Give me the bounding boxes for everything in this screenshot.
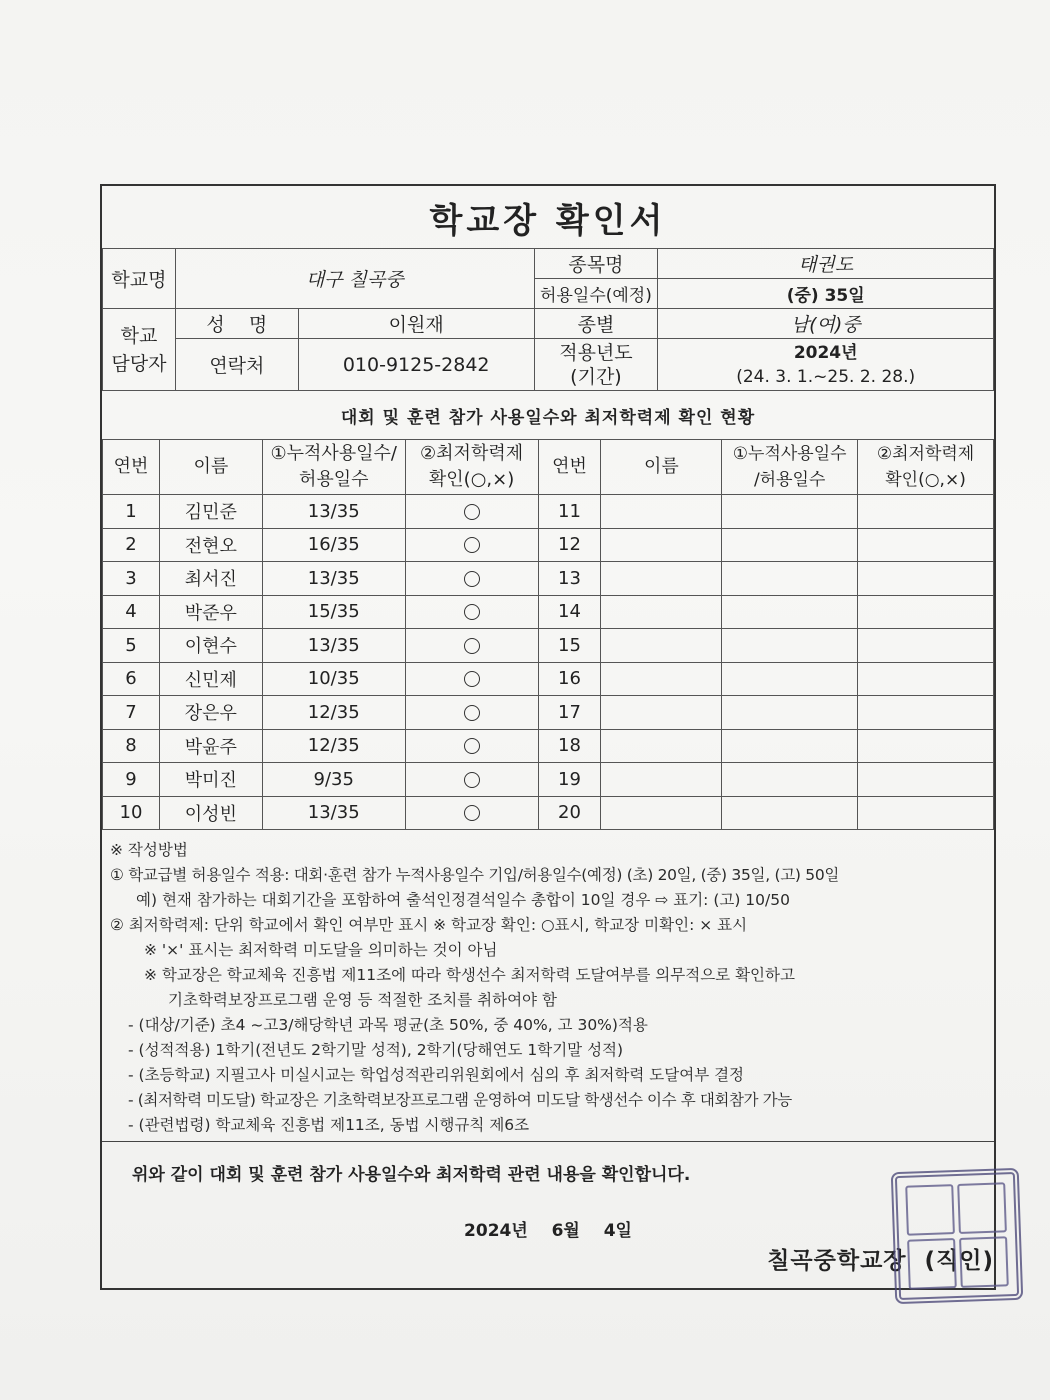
- principal-signature: 칠곡중학교장 (직인): [767, 1248, 994, 1274]
- note-line: 예) 현재 참가하는 대회기간을 포함하여 출석인정결석일수 총합이 10일 경우 ⇨ 표기: (고) 10/50: [136, 891, 790, 909]
- instructions: [102, 834, 994, 1138]
- header-name: 이름: [159, 440, 262, 495]
- row-name: 장은우: [159, 696, 262, 730]
- row-check: [405, 595, 538, 629]
- row-check: [405, 662, 538, 696]
- certificate-frame: [100, 184, 996, 1290]
- row-name: 전현오: [159, 528, 262, 562]
- row-no: 6: [103, 662, 160, 696]
- row-name-2: [601, 796, 722, 830]
- row-check: [405, 495, 538, 529]
- note-line: ※ '×' 표시는 최저학력 미도달을 의미하는 것이 아님: [144, 941, 498, 959]
- circle-mark-icon: [464, 571, 480, 587]
- row-days: 13/35: [262, 495, 405, 529]
- table-row: [103, 562, 994, 596]
- sport-label: 종목명: [534, 249, 658, 279]
- row-name-2: [601, 729, 722, 763]
- row-name-2: [601, 528, 722, 562]
- row-no-2: 16: [538, 662, 601, 696]
- note-line: - (최저학력 미도달) 학교장은 기초학력보장프로그램 운영하여 미도달 학생선수 이수 후 대회참가 가능: [128, 1091, 792, 1109]
- row-days: 15/35: [262, 595, 405, 629]
- note-line: ※ 작성방법: [110, 841, 188, 859]
- circle-mark-icon: [464, 671, 480, 687]
- table-row: [103, 629, 994, 663]
- row-no: 10: [103, 796, 160, 830]
- row-name: 이성빈: [159, 796, 262, 830]
- document-title: 학교장 확인서: [102, 186, 994, 249]
- header-days-2: ①누적사용일수 /허용일수: [722, 440, 858, 495]
- table-row: [103, 595, 994, 629]
- row-name: 최서진: [159, 562, 262, 596]
- row-name-2: [601, 562, 722, 596]
- table-row: [103, 763, 994, 797]
- school-name-label: 학교명: [103, 249, 176, 309]
- row-check-2: [858, 562, 994, 596]
- row-days: 13/35: [262, 629, 405, 663]
- seal-glyph: [907, 1238, 957, 1290]
- row-no: 5: [103, 629, 160, 663]
- category-label: 종별: [534, 309, 658, 339]
- row-days-2: [722, 763, 858, 797]
- row-no-2: 18: [538, 729, 601, 763]
- table-row: [103, 696, 994, 730]
- row-name: 신민제: [159, 662, 262, 696]
- note-line: ① 학교급별 허용일수 적용: 대회·훈련 참가 누적사용일수 기입/허용일수(예정) (초) 20일, (중) 35일, (고) 50일: [110, 866, 840, 884]
- row-check-2: [858, 595, 994, 629]
- row-check-2: [858, 662, 994, 696]
- header-no-2: 연번: [538, 440, 601, 495]
- roster-body: [103, 495, 994, 830]
- table-row: [103, 528, 994, 562]
- note-line: ② 최저학력제: 단위 학교에서 확인 여부만 표시 ※ 학교장 확인: ○표시, 학교장 미확인: × 표시: [110, 916, 748, 934]
- row-days-2: [722, 528, 858, 562]
- contact-value: 010-9125-2842: [298, 339, 534, 391]
- row-no-2: 20: [538, 796, 601, 830]
- sport-value: 태권도: [658, 249, 994, 279]
- manager-name: 이원재: [298, 309, 534, 339]
- note-line: - (대상/기준) 초4 ~고3/해당학년 과목 평균(초 50%, 중 40%, 고 30%)적용: [128, 1016, 648, 1034]
- row-name-2: [601, 662, 722, 696]
- table-row: [103, 796, 994, 830]
- allowed-days-value: (중) 35일: [658, 279, 994, 309]
- row-days: 13/35: [262, 796, 405, 830]
- row-name: 박준우: [159, 595, 262, 629]
- official-seal-stamp: [891, 1168, 1024, 1304]
- section-title: 대회 및 훈련 참가 사용일수와 최저학력제 확인 현황: [102, 391, 994, 440]
- row-check-2: [858, 528, 994, 562]
- row-days-2: [722, 729, 858, 763]
- row-days-2: [722, 562, 858, 596]
- row-no-2: 11: [538, 495, 601, 529]
- row-name-2: [601, 696, 722, 730]
- row-days: 16/35: [262, 528, 405, 562]
- seal-glyph: [957, 1182, 1007, 1234]
- row-days-2: [722, 495, 858, 529]
- circle-mark-icon: [464, 705, 480, 721]
- school-name: 대구 칠곡중: [175, 249, 534, 309]
- year-cell: [658, 339, 994, 391]
- row-days-2: [722, 662, 858, 696]
- circle-mark-icon: [464, 638, 480, 654]
- row-no-2: 15: [538, 629, 601, 663]
- circle-mark-icon: [464, 537, 480, 553]
- row-name-2: [601, 495, 722, 529]
- row-no-2: 14: [538, 595, 601, 629]
- row-check: [405, 528, 538, 562]
- row-check: [405, 796, 538, 830]
- row-no: 7: [103, 696, 160, 730]
- header-check: ②최저학력제 확인(○,×): [405, 440, 538, 495]
- row-days-2: [722, 696, 858, 730]
- row-check-2: [858, 729, 994, 763]
- row-no: 2: [103, 528, 160, 562]
- note-line: - (성적적용) 1학기(전년도 2학기말 성적), 2학기(당해연도 1학기말 성적): [128, 1041, 624, 1059]
- year-label: 적용년도 (기간): [534, 339, 658, 391]
- header-no: 연번: [103, 440, 160, 495]
- note-line: - (초등학교) 지필고사 미실시교는 학업성적관리위원회에서 심의 후 최저학력 도달여부 결정: [128, 1066, 745, 1084]
- row-days: 10/35: [262, 662, 405, 696]
- row-check: [405, 629, 538, 663]
- period-value: (24. 3. 1.~25. 2. 28.): [736, 366, 916, 387]
- note-line: ※ 학교장은 학교체육 진흥법 제11조에 따라 학생선수 최저학력 도달여부를 의무적으로 확인하고: [144, 966, 795, 984]
- roster-table: [102, 439, 994, 830]
- row-name-2: [601, 595, 722, 629]
- table-row: [103, 662, 994, 696]
- confirmation-section: [102, 1141, 994, 1291]
- allowed-days-label: 허용일수(예정): [534, 279, 658, 309]
- circle-mark-icon: [464, 772, 480, 788]
- manager-name-label: 성 명: [175, 309, 298, 339]
- row-name: 김민준: [159, 495, 262, 529]
- row-check-2: [858, 629, 994, 663]
- row-days: 12/35: [262, 696, 405, 730]
- row-name-2: [601, 629, 722, 663]
- row-no-2: 17: [538, 696, 601, 730]
- circle-mark-icon: [464, 738, 480, 754]
- row-check-2: [858, 495, 994, 529]
- row-name-2: [601, 763, 722, 797]
- row-check-2: [858, 763, 994, 797]
- confirmation-text: 위와 같이 대회 및 훈련 참가 사용일수와 최저학력 관련 내용을 확인합니다.: [132, 1165, 691, 1185]
- header-check-2: ②최저학력제 확인(○,×): [858, 440, 994, 495]
- row-name: 이현수: [159, 629, 262, 663]
- row-no-2: 13: [538, 562, 601, 596]
- row-no-2: 19: [538, 763, 601, 797]
- seal-glyph: [959, 1236, 1009, 1288]
- row-no: 8: [103, 729, 160, 763]
- row-no: 4: [103, 595, 160, 629]
- row-days: 13/35: [262, 562, 405, 596]
- circle-mark-icon: [464, 805, 480, 821]
- row-check: [405, 562, 538, 596]
- table-row: [103, 495, 994, 529]
- row-check-2: [858, 696, 994, 730]
- row-days-2: [722, 629, 858, 663]
- circle-mark-icon: [464, 604, 480, 620]
- year-value: 2024년: [793, 342, 858, 363]
- row-no-2: 12: [538, 528, 601, 562]
- row-check-2: [858, 796, 994, 830]
- row-check: [405, 763, 538, 797]
- table-row: [103, 729, 994, 763]
- row-check: [405, 696, 538, 730]
- row-no: 1: [103, 495, 160, 529]
- contact-label: 연락처: [175, 339, 298, 391]
- header-name-2: 이름: [601, 440, 722, 495]
- row-days: 12/35: [262, 729, 405, 763]
- row-days-2: [722, 595, 858, 629]
- row-check: [405, 729, 538, 763]
- seal-glyph: [905, 1184, 955, 1236]
- row-days-2: [722, 796, 858, 830]
- row-name: 박미진: [159, 763, 262, 797]
- issue-date: 2024년 6월 4일: [464, 1221, 632, 1241]
- header-days: ①누적사용일수/ 허용일수: [262, 440, 405, 495]
- row-no: 3: [103, 562, 160, 596]
- category-value: 남(여)중: [658, 309, 994, 339]
- manager-label: 학교 담당자: [103, 309, 176, 391]
- row-days: 9/35: [262, 763, 405, 797]
- row-no: 9: [103, 763, 160, 797]
- note-line: 기초학력보장프로그램 운영 등 적절한 조치를 취하여야 함: [168, 991, 557, 1009]
- circle-mark-icon: [464, 504, 480, 520]
- note-line: - (관련법령) 학교체육 진흥법 제11조, 동법 시행규칙 제6조: [128, 1116, 530, 1134]
- info-table: [102, 248, 994, 391]
- row-name: 박윤주: [159, 729, 262, 763]
